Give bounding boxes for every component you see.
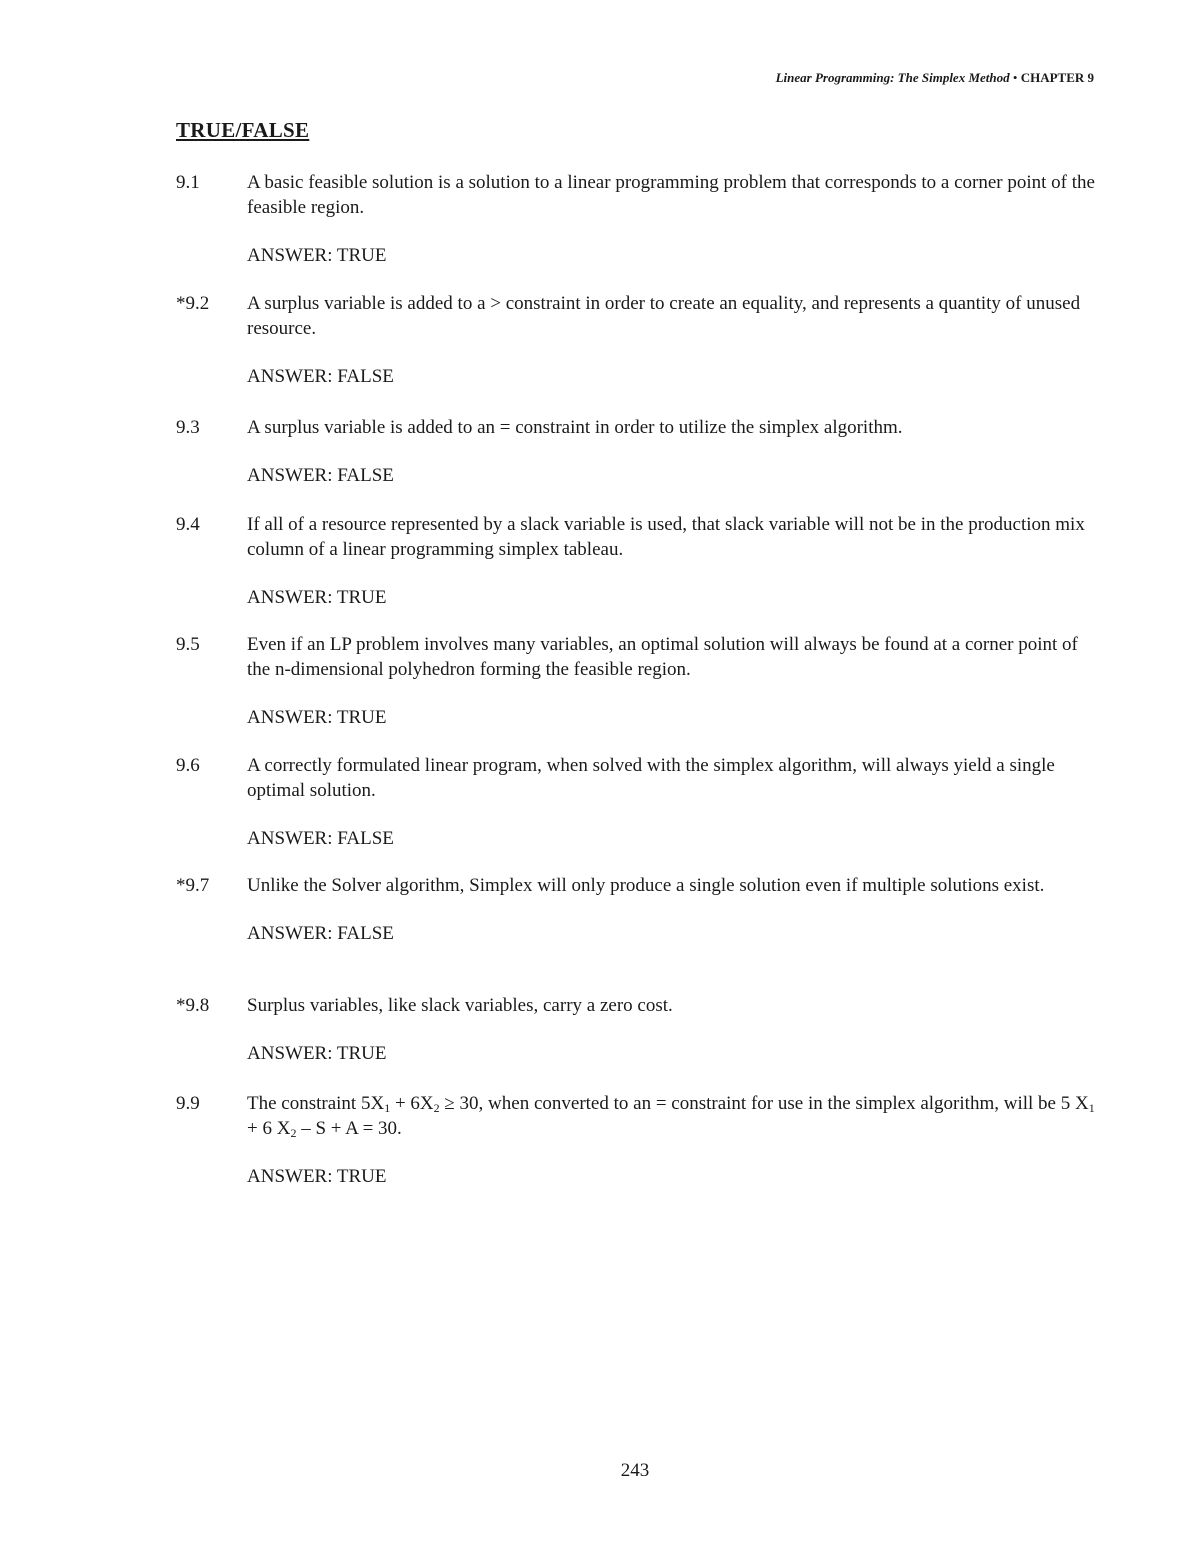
question-text: [247, 1091, 1096, 1141]
text-part: + 6X: [390, 1093, 434, 1114]
question-9-5: [176, 632, 1096, 730]
question-9-4: [176, 512, 1096, 610]
question-answer: ANSWER: TRUE: [247, 1043, 387, 1064]
question-number: *9.7: [176, 875, 210, 896]
running-header: [776, 70, 1094, 86]
question-number: *9.2: [176, 293, 210, 314]
text-part: ≥ 30, when converted to an = constraint for use in the simplex algorithm, will be 5 X: [439, 1093, 1089, 1114]
question-text: Even if an LP problem involves many variables, an optimal solution will always be found at a corner point of the n-dimensional polyhedron forming the feasible region.: [247, 634, 1078, 680]
subscript: 2: [290, 1126, 297, 1140]
question-text: Unlike the Solver algorithm, Simplex will only produce a single solution even if multiple solutions exist.: [247, 875, 1045, 896]
page-number: 243: [620, 1460, 650, 1481]
question-answer: ANSWER: FALSE: [247, 366, 394, 387]
question-9-9: [176, 1091, 1096, 1189]
question-text: Surplus variables, like slack variables, carry a zero cost.: [247, 995, 673, 1016]
running-title: Linear Programming: The Simplex Method: [775, 70, 1010, 85]
question-9-1: [176, 170, 1096, 268]
question-9-3: [176, 415, 1096, 488]
subscript: 1: [1088, 1101, 1095, 1115]
text-part: The constraint 5X: [247, 1093, 385, 1114]
question-number: 9.9: [176, 1093, 200, 1114]
question-answer: ANSWER: TRUE: [247, 1166, 387, 1187]
question-answer: ANSWER: TRUE: [247, 587, 387, 608]
section-title: TRUE/FALSE: [176, 118, 310, 142]
question-text: A surplus variable is added to a > constraint in order to create an equality, and represents a quantity of unused resource.: [247, 293, 1081, 339]
text-part: + 6 X: [247, 1118, 291, 1139]
question-number: 9.1: [176, 172, 200, 193]
text-part: – S + A = 30.: [296, 1118, 402, 1139]
question-answer: ANSWER: TRUE: [247, 707, 387, 728]
question-number: 9.5: [176, 634, 200, 655]
question-text: A basic feasible solution is a solution to a linear programming problem that corresponds to a corner point of the feasible region.: [247, 172, 1095, 218]
question-number: 9.3: [176, 417, 200, 438]
question-text: A surplus variable is added to an = constraint in order to utilize the simplex algorithm.: [247, 417, 903, 438]
question-number: 9.4: [176, 514, 200, 535]
question-text: A correctly formulated linear program, when solved with the simplex algorithm, will always yield a single optimal solution.: [247, 755, 1055, 801]
header-bullet: •: [1012, 70, 1018, 85]
question-9-2: [176, 291, 1096, 389]
question-number: *9.8: [176, 995, 210, 1016]
question-answer: ANSWER: FALSE: [247, 828, 394, 849]
question-9-8: [176, 993, 1096, 1066]
question-9-7: [176, 873, 1096, 946]
chapter-label: CHAPTER 9: [1020, 70, 1094, 85]
question-text: If all of a resource represented by a slack variable is used, that slack variable will not be in the production mix column of a linear programming simplex tableau.: [247, 514, 1085, 560]
question-answer: ANSWER: TRUE: [247, 245, 387, 266]
question-answer: ANSWER: FALSE: [247, 923, 394, 944]
question-answer: ANSWER: FALSE: [247, 465, 394, 486]
subscript: 1: [384, 1101, 391, 1115]
question-9-6: [176, 753, 1096, 851]
question-number: 9.6: [176, 755, 200, 776]
subscript: 2: [433, 1101, 440, 1115]
